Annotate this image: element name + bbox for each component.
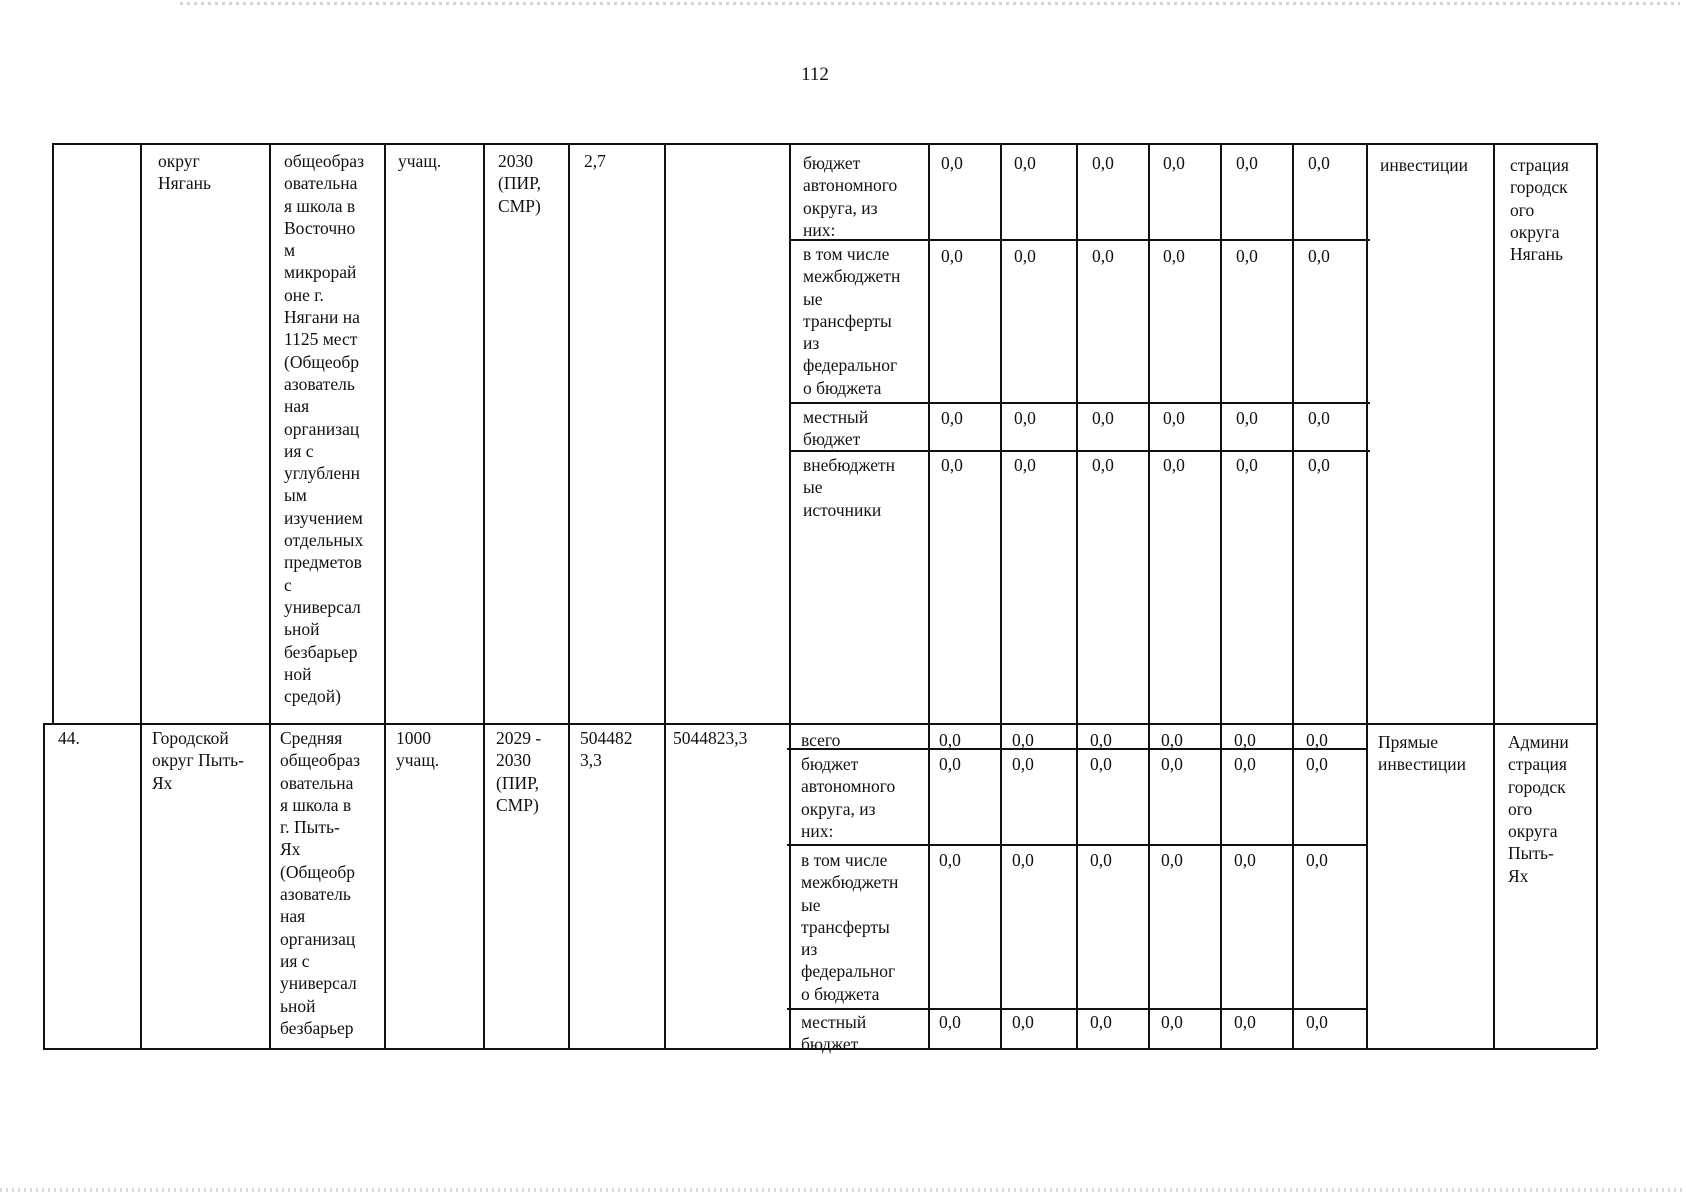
funding-source-cell: в том числе межбюджетн ые трансферты из федеральног о бюджета [801,850,899,1004]
funding-value: 0,0 [941,246,963,266]
funding-value: 0,0 [1236,455,1258,475]
table-rule [1220,143,1222,1049]
funding-value: 0,0 [1012,850,1034,870]
funding-value: 0,0 [1012,730,1034,750]
table-rule [1596,143,1598,1049]
funding-value: 0,0 [939,730,961,750]
period-cell: 2029 - 2030 (ПИР, СМР) [496,728,542,815]
funding-value: 0,0 [1161,754,1183,774]
funding-source-cell: внебюджетн ые источники [803,455,896,520]
funding-value: 0,0 [1161,1012,1183,1032]
table-rule [140,143,142,1049]
table-rule [43,723,1598,725]
table-rule [928,143,930,1049]
funding-value: 0,0 [941,408,963,428]
funding-value: 0,0 [1236,153,1258,173]
funding-source-cell: местный бюджет [803,407,869,450]
table-rule [1000,143,1002,1049]
table-rule [789,450,1370,452]
capacity-cell: учащ. [398,151,442,171]
cost-cell: 504482 3,3 [580,728,633,771]
funding-value: 0,0 [941,455,963,475]
funding-value: 0,0 [1090,754,1112,774]
funding-value: 0,0 [1014,455,1036,475]
funding-value: 0,0 [1234,754,1256,774]
funding-value: 0,0 [1306,730,1328,750]
district-cell: округ Нягань [158,151,211,194]
funding-value: 0,0 [1161,850,1183,870]
funding-source-cell: бюджет автономного округа, из них: [801,754,896,841]
funding-value: 0,0 [1163,153,1185,173]
page-number: 112 [801,64,829,85]
funding-source-cell: всего [801,730,841,750]
table-rule [664,143,666,1049]
funding-value: 0,0 [1161,730,1183,750]
table-rule [43,723,45,1049]
funding-value: 0,0 [939,1012,961,1032]
funding-value: 0,0 [1092,408,1114,428]
funding-value: 0,0 [1236,246,1258,266]
table-rule [483,143,485,1049]
table-rule [1148,143,1150,1049]
table-rule [52,143,54,724]
period-cell: 2030 (ПИР, СМР) [498,151,542,216]
funding-value: 0,0 [1163,455,1185,475]
funding-source-cell: местный бюджет [801,1012,867,1055]
table-rule [789,402,1370,404]
funding-value: 0,0 [1163,408,1185,428]
table-rule [1366,143,1368,1049]
row-number-cell: 44. [58,728,80,748]
customer-cell: Админи страция городск ого округа Пыть- Ях [1508,732,1569,886]
funding-value: 0,0 [1308,455,1330,475]
investment-form-cell: Прямые инвестиции [1378,732,1466,775]
table-rule [269,143,271,1049]
investment-form-cell: инвестиции [1380,155,1468,175]
funding-value: 0,0 [1092,153,1114,173]
funding-value: 0,0 [1308,246,1330,266]
table-rule [1292,143,1294,1049]
funding-value: 0,0 [939,754,961,774]
funding-value: 0,0 [1014,153,1036,173]
funding-value: 0,0 [1012,754,1034,774]
cost-cell: 2,7 [584,151,606,171]
table-rule [1493,143,1495,1049]
funding-source-cell: в том числе межбюджетн ые трансферты из федеральног о бюджета [803,244,901,398]
object-name-cell: общеобраз овательна я школа в Восточно м микрорай оне г. Нягани на 1125 мест (Общеобр азователь ная организац ия с углубленн ым изучением отдельных предметов с универсал ьной безбарьер ной средой) [284,151,364,707]
funding-value: 0,0 [941,153,963,173]
funding-value: 0,0 [1308,153,1330,173]
funding-value: 0,0 [1234,730,1256,750]
funding-value: 0,0 [1306,850,1328,870]
scan-artifact-bottom [0,1188,1686,1192]
table-rule [384,143,386,1049]
funding-source-cell: бюджет автономного округа, из них: [803,153,898,240]
funding-value: 0,0 [1014,246,1036,266]
table-rule [1076,143,1078,1049]
table-rule [789,143,791,1049]
funding-value: 0,0 [939,850,961,870]
funding-value: 0,0 [1092,455,1114,475]
funding-value: 0,0 [1090,1012,1112,1032]
funding-value: 0,0 [1306,1012,1328,1032]
funding-value: 0,0 [1306,754,1328,774]
customer-cell: страция городск ого округа Нягань [1510,155,1569,265]
funding-value: 0,0 [1234,1012,1256,1032]
funding-value: 0,0 [1092,246,1114,266]
funding-value: 0,0 [1236,408,1258,428]
funding-value: 0,0 [1012,1012,1034,1032]
table-rule [568,143,570,1049]
district-cell: Городской округ Пыть- Ях [152,728,244,793]
funding-value: 0,0 [1308,408,1330,428]
funding-value: 0,0 [1014,408,1036,428]
funding-value: 0,0 [1090,730,1112,750]
funding-value: 0,0 [1234,850,1256,870]
funding-value: 0,0 [1090,850,1112,870]
funding-value: 0,0 [1163,246,1185,266]
object-name-cell: Средняя общеобраз овательна я школа в г. Пыть- Ях (Общеобр азователь ная организац ия с универсал ьной безбарьер [280,728,360,1038]
remaining-cost-cell: 5044823,3 [673,728,748,748]
capacity-cell: 1000 учащ. [396,728,440,771]
